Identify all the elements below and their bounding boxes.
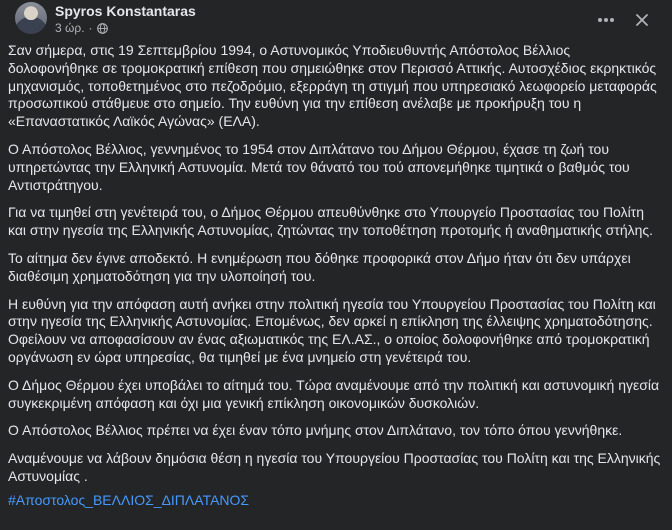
more-options-icon[interactable] [592, 6, 620, 34]
post-paragraph: Η ευθύνη για την απόφαση αυτή ανήκει στην πολιτική ηγεσία του Υπουργείου Προστασίας του Πολίτη και στην ηγεσία της Ελληνικής Αστυνομίας. Επομένως, δεν αρκεί η επίκληση της έλλειψης χρηματοδότησης. Οφείλουν να αποφασίσουν αν ένας αξιωματικός της ΕΛ.ΑΣ., ο οποίος δολοφονήθηκε από τρομοκρατική οργάνωση εν ώρα υπηρεσίας, θα τιμηθεί με ένα μνημείο στη γενέτειρά του. [8, 295, 656, 365]
meta-separator: · [88, 21, 93, 35]
post-paragraph: Ο Απόστολος Βέλλιος πρέπει να έχει έναν τόπο μνήμης στον Διπλάτανο, τον τόπο όπου γεννήθηκε. [8, 422, 623, 439]
post-time[interactable]: 3 ώρ. [55, 21, 85, 35]
post-body [8, 42, 664, 510]
post-paragraph: Για να τιμηθεί στη γενέτειρά του, ο Δήμος Θέρμου απευθύνθηκε στο Υπουργείο Προστασίας του Πολίτη και στην ηγεσία της Ελληνικής Αστυνομίας, ζητώντας την τοποθέτηση προτομής ή αναθηματικής στήλης. [8, 204, 654, 239]
post-paragraph: Αναμένουμε να λάβουν δημόσια θέση η ηγεσία του Υπουργείου Προστασίας του Πολίτη και της Ελληνικής Αστυνομίας . [8, 450, 661, 484]
post-paragraph: Το αίτημα δεν έγινε αποδεκτό. Η ενημέρωση που δόθηκε προφορικά στον Δήμο ήταν ότι δεν υπάρχει διαθέσιμη χρηματοδότηση για την υλοποίησή του. [8, 249, 631, 284]
post-header [8, 0, 664, 42]
hashtag-link[interactable]: #Αποστολος_ΒΕΛΛΙΟΣ_ΔΙΠΛΑΤΑΝΟΣ [8, 491, 250, 508]
post-paragraph: Ο Δήμος Θέρμου έχει υποβάλει το αίτημά του. Τώρα αναμένουμε από την πολιτική και αστυνομική ηγεσία συγκεκριμένη απόφαση και όχι μια γενική επίκληση οικονομικών δυσκολιών. [8, 376, 660, 411]
post-paragraph: Ο Απόστολος Βέλλιος, γεννημένος το 1954 στον Διπλάτανο του Δήμου Θέρμου, έχασε τη ζωή του υπηρετώντας την Ελληνική Αστυνομία. Μετά τον θάνατό του τού απονεμήθηκε τιμητικά ο βαθμός του Αντιστράτηγου. [8, 140, 630, 193]
post-paragraph: Σαν σήμερα, στις 19 Σεπτεμβρίου 1994, ο Αστυνομικός Υποδιευθυντής Απόστολος Βέλλιος δολοφονήθηκε σε τρομοκρατική επίθεση που σημειώθηκε στον Περισσό Αττικής. Αυτοσχέδιος εκρηκτικός μηχανισμός, τοποθετημένος στο πεζοδρόμιο, εξερράγη τη στιγμή που υπηρεσιακό λεωφορείο μεταφοράς προσωπικού στάθμευε στο σημείο. Την ευθύνη για την επίθεση ανέλαβε με προκήρυξη του η «Επαναστατικός Λαϊκός Αγώνας» (ΕΛΑ). [8, 42, 657, 130]
close-icon[interactable] [628, 6, 656, 34]
author-avatar[interactable] [15, 2, 47, 34]
globe-icon [97, 23, 108, 34]
author-name[interactable]: Spyros Konstantaras [55, 3, 196, 19]
post-meta [55, 21, 108, 35]
